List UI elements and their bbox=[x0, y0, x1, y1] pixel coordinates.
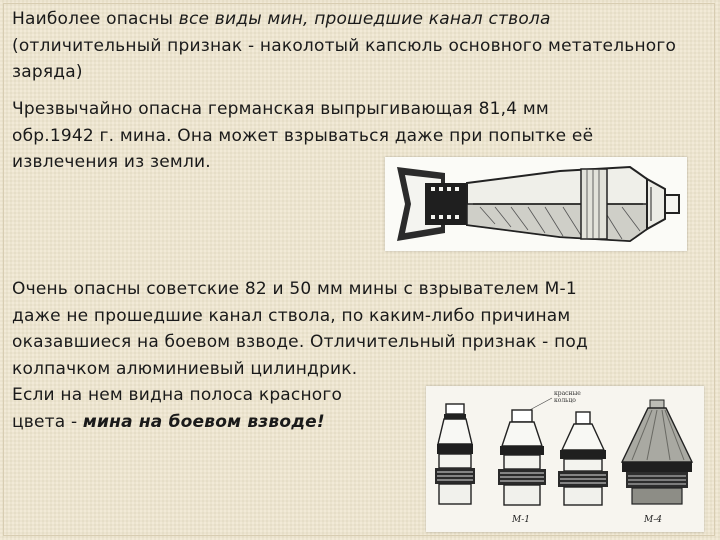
text-intro: Наиболее опасны bbox=[12, 9, 179, 29]
text-line: колпачком алюминиевый цилиндрик. bbox=[12, 358, 358, 379]
german-mine-figure bbox=[385, 157, 687, 251]
text-line: оказавшиеся на боевом взводе. Отличительный признак - под bbox=[12, 332, 588, 352]
text-line: Если на нем видна полоса красного bbox=[12, 385, 343, 405]
fuze-4 bbox=[622, 400, 692, 504]
caption-m4: М-4 bbox=[644, 515, 662, 525]
fuze-3 bbox=[558, 412, 608, 505]
text-note: (отличительный признак - наколотый капсюль основного метательного заряда) bbox=[12, 9, 682, 82]
paragraph-dangerous-mines bbox=[12, 6, 692, 86]
text-warning: мина на боевом взводе! bbox=[82, 411, 325, 432]
fuze-2 bbox=[498, 410, 546, 505]
caption-m1: М-1 bbox=[512, 515, 530, 525]
text-line: Очень опасны советские 82 и 50 мм мины с взрывателем М-1 bbox=[12, 279, 577, 299]
fuzes-drawing bbox=[426, 386, 704, 532]
paragraph-red-stripe bbox=[12, 382, 422, 435]
text-line: Чрезвычайно опасна германская выпрыгивающая 81,4 мм bbox=[12, 99, 549, 119]
text-line: извлечения из земли. bbox=[12, 152, 211, 172]
fuze-1 bbox=[435, 404, 475, 504]
label-red: красные bbox=[554, 390, 581, 397]
text-line-final bbox=[12, 409, 422, 436]
mine-drawing bbox=[385, 157, 687, 251]
text-emphasis: все виды мин, прошедшие канал ствола bbox=[178, 9, 551, 29]
text-line: обр.1942 г. мина. Она может взрываться даже при попытке её bbox=[12, 125, 594, 146]
text-prefix: цвета - bbox=[12, 411, 83, 432]
text-line: даже не прошедшие канал ствола, по каким-либо причинам bbox=[12, 305, 571, 326]
fuze-nose bbox=[647, 179, 665, 229]
paragraph-soviet-mines bbox=[12, 276, 712, 382]
label-ring: кольцо bbox=[554, 397, 576, 404]
soviet-fuzes-figure bbox=[426, 386, 704, 532]
